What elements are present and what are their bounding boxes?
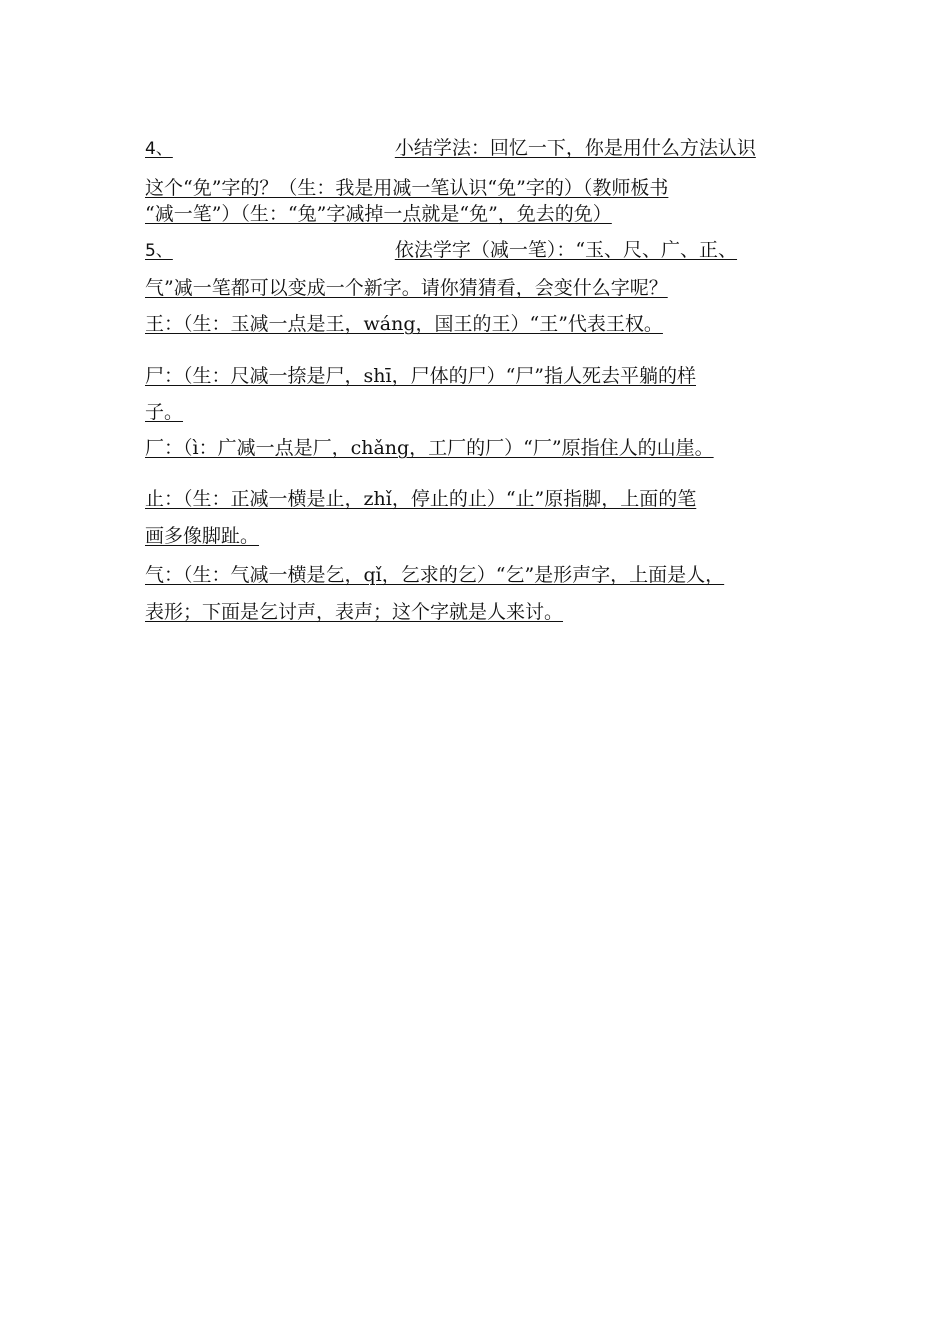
paragraph-4-text: 小结学法：回忆一下，你是用什么方法认识 [394,137,756,159]
line-text: 王：（生：玉减一点是王，wáng，国王的王）“王”代表王权。 [145,313,663,335]
blank-gap [173,238,395,262]
paragraph-5-text: 依法学字（减一笔）：“玉、尺、广、正、 [394,239,738,261]
item-number-4: 4、 [145,139,173,159]
entry-qi-line-1 [145,563,724,587]
entry-shi-line-2 [145,400,183,424]
line-text: 画多像脚趾。 [145,525,260,547]
line-text: 这个“免”字的？（生：我是用减一笔认识“免”字的）（教师板书 [145,177,669,199]
paragraph-5-line-1 [145,238,737,262]
paragraph-5-line-2 [145,276,668,300]
entry-zhi-line-2 [145,524,259,548]
line-text: 尸：（生：尺减一捺是尸，shī，尸体的尸）“尸”指人死去平躺的样 [145,365,696,387]
item-number-5: 5、 [145,241,173,261]
line-text: 厂：（ì：广减一点是厂，chǎng，工厂的厂）“厂”原指住人的山崖。 [145,437,714,459]
entry-zhi-line-1 [145,487,696,511]
paragraph-4-line-3 [145,202,612,226]
paragraph-4-line-1 [145,136,756,160]
entry-qi-line-2 [145,600,563,624]
line-text: 气”减一笔都可以变成一个新字。请你猜猜看，会变什么字呢？ [145,277,668,299]
entry-shi-line-1 [145,364,696,388]
line-text: 气：（生：气减一横是乞，qǐ，乞求的乞）“乞”是形声字，上面是人， [145,564,725,586]
entry-wang [145,312,663,336]
line-text: 止：（生：正减一横是止，zhǐ，停止的止）“止”原指脚，上面的笔 [145,488,697,510]
line-text: 表形；下面是乞讨声，表声；这个字就是人来讨。 [145,601,564,623]
line-text: 子。 [145,401,184,423]
paragraph-4-line-2 [145,176,668,200]
entry-chang [145,436,714,460]
blank-gap [173,136,395,160]
line-text: “减一笔”）（生：“兔”字减掉一点就是“免”，免去的免） [145,203,612,225]
